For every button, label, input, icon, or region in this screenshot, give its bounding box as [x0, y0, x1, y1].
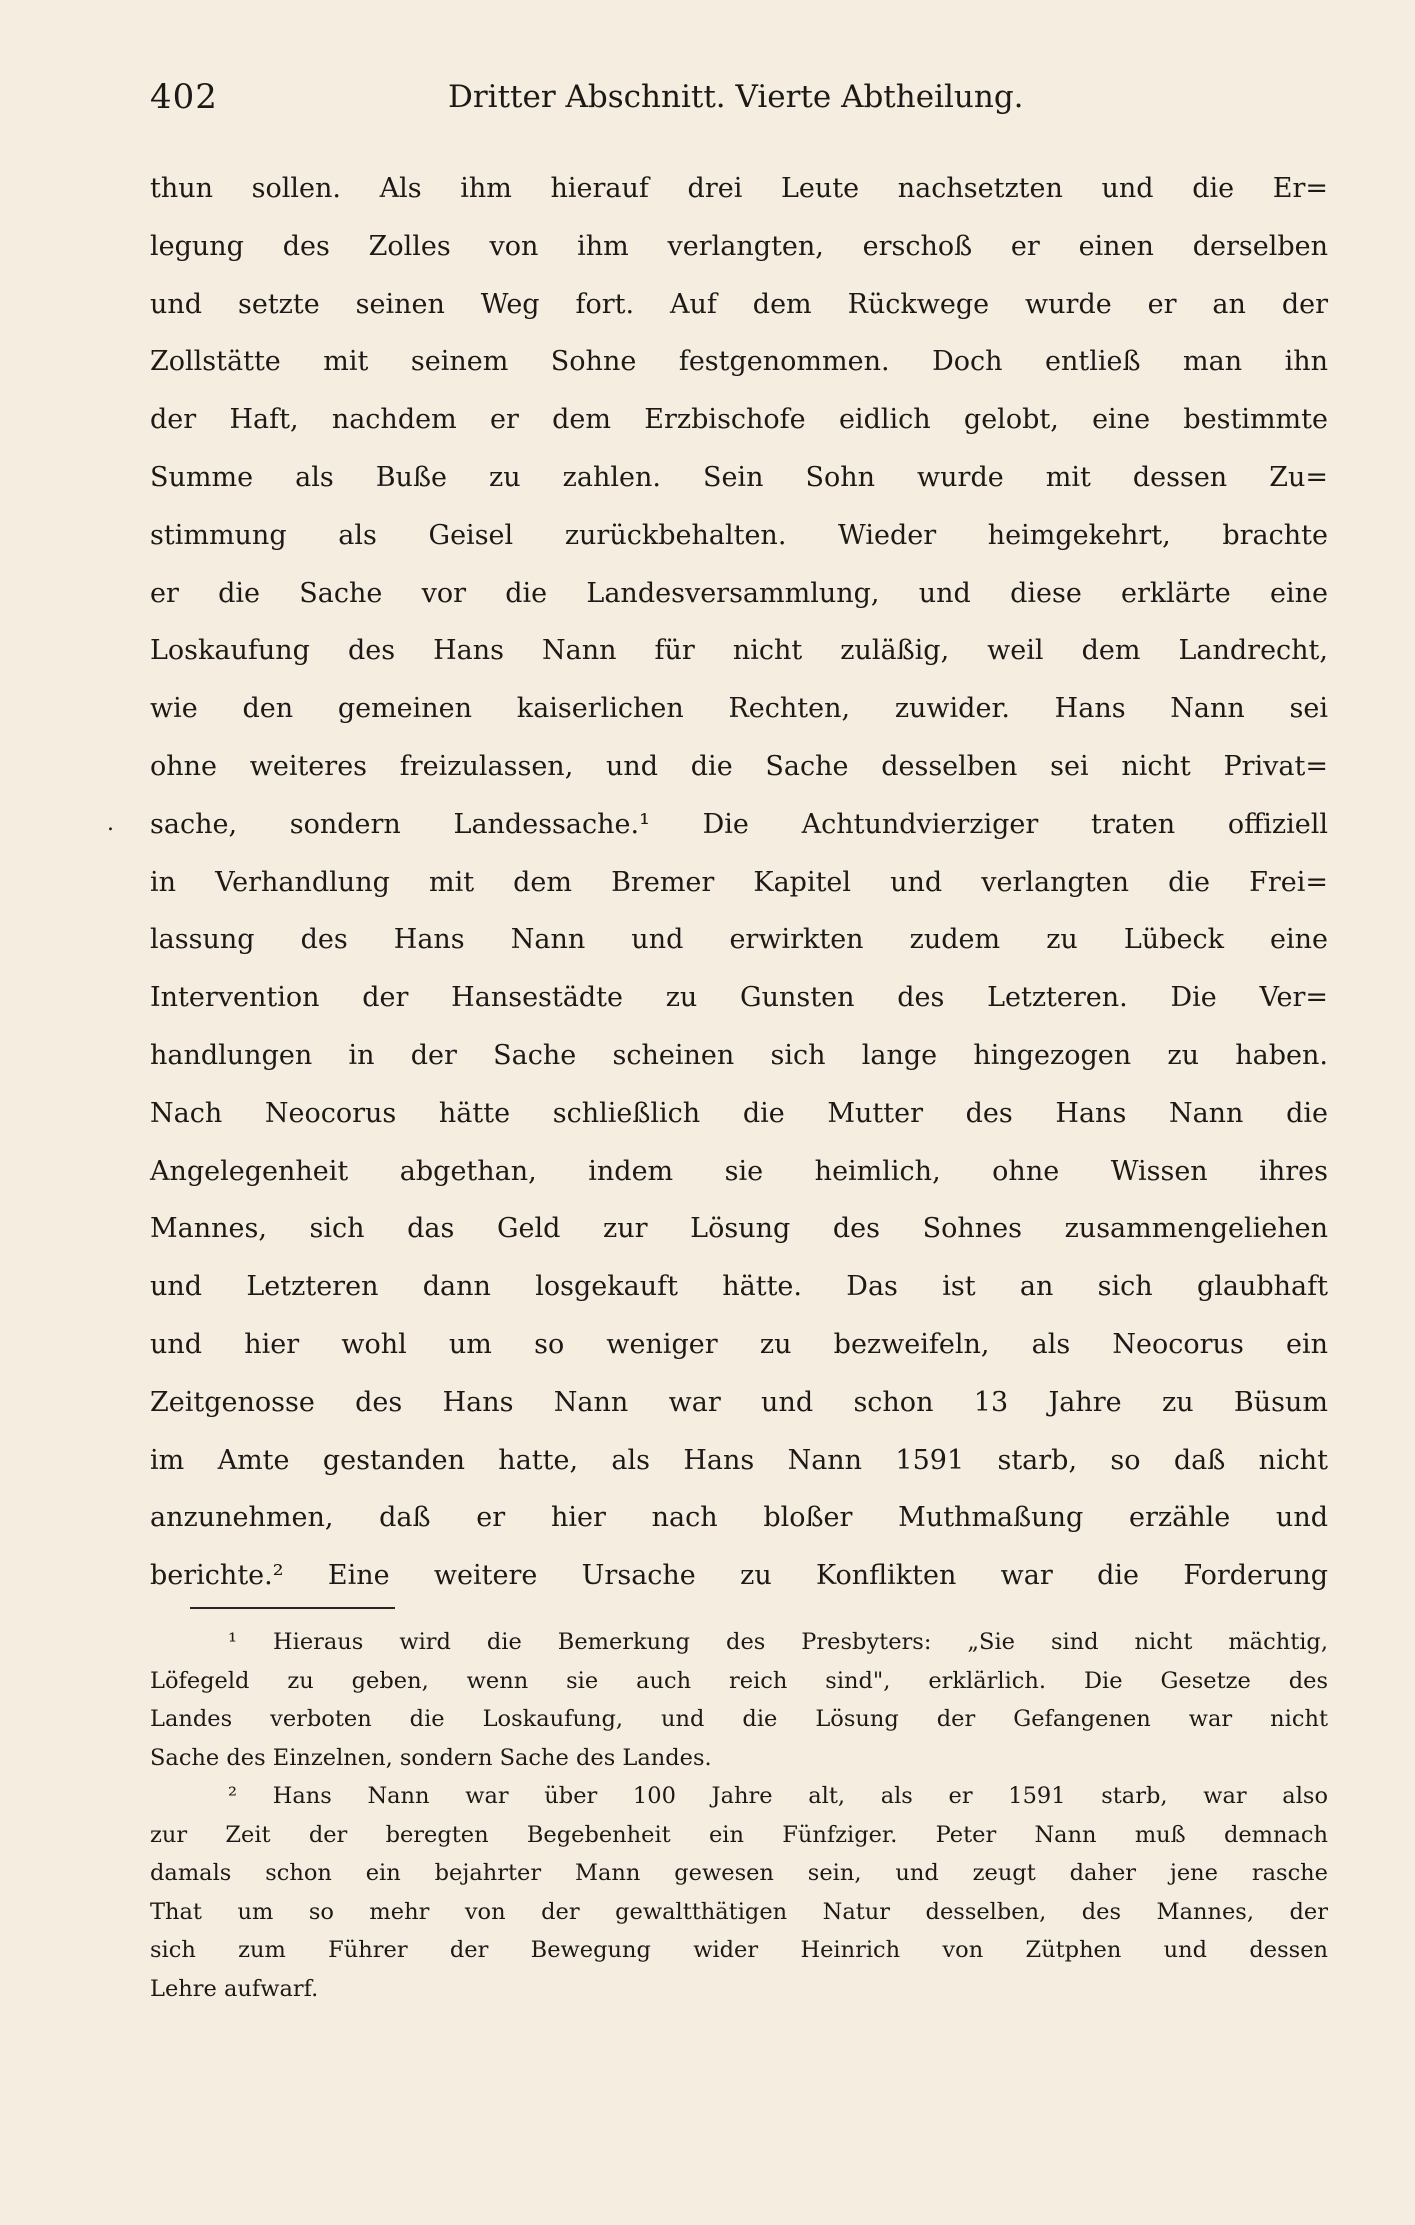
running-head: Dritter Abschnitt. Vierte Abtheilung. [448, 79, 1024, 115]
text-line: Zollstätte mit seinem Sohne festgenommen. Doch entließ man ihn [150, 346, 1328, 378]
text-line: Nach Neocorus hätte schließlich die Mutter des Hans Nann die [150, 1097, 1328, 1129]
footnote-line: sich zum Führer der Bewegung wider Heinrich von Zütphen und dessen [150, 1937, 1328, 1963]
page-number: 402 [150, 77, 218, 117]
text-line: und setzte seinen Weg fort. Auf dem Rückwege wurde er an der [150, 288, 1328, 320]
text-line: lassung des Hans Nann und erwirkten zudem zu Lübeck eine [150, 924, 1328, 956]
footnote-1 [150, 1623, 1328, 1777]
text-line: er die Sache vor die Landesversammlung, und diese erklärte eine [150, 577, 1328, 609]
footnotes [150, 1623, 1328, 2008]
text-line: und Letzteren dann losgekauft hätte. Das ist an sich glaubhaft [150, 1271, 1328, 1303]
footnote-line: ¹ Hieraus wird die Bemerkung des Presbyters: „Sie sind nicht mächtig, [228, 1629, 1328, 1655]
footnote-line: Löfegeld zu geben, wenn sie auch reich sind", erklärlich. Die Gesetze des [150, 1667, 1328, 1694]
text-line: ohne weiteres freizulassen, und die Sache desselben sei nicht Privat= [150, 750, 1328, 782]
footnote-line: zur Zeit der beregten Begebenheit ein Fünfziger. Peter Nann muß demnach [150, 1821, 1328, 1848]
text-line: Summe als Buße zu zahlen. Sein Sohn wurde mit dessen Zu= [150, 461, 1328, 493]
text-line: in Verhandlung mit dem Bremer Kapitel und verlangten die Frei= [150, 866, 1328, 898]
text-line: Angelegenheit abgethan, indem sie heimlich, ohne Wissen ihres [150, 1155, 1328, 1187]
text-line: wie den gemeinen kaiserlichen Rechten, zuwider. Hans Nann sei [150, 693, 1328, 725]
body-text [150, 160, 1328, 1605]
footnote-line: ² Hans Nann war über 100 Jahre alt, als er 1591 starb, war also [228, 1783, 1328, 1809]
text-line: Intervention der Hansestädte zu Gunsten des Letzteren. Die Ver= [150, 982, 1328, 1014]
text-line: Loskaufung des Hans Nann für nicht zuläßig, weil dem Landrecht, [150, 635, 1328, 667]
footnote-line: Sache des Einzelnen, sondern Sache des Landes. [150, 1744, 712, 1771]
text-line: sache, sondern Landessache.¹ Die Achtundvierziger traten offiziell [150, 808, 1328, 840]
footnote-rule [190, 1607, 395, 1609]
footnote-line: Landes verboten die Loskaufung, und die Lösung der Gefangenen war nicht [150, 1706, 1328, 1732]
footnote-line: Lehre aufwarf. [150, 1975, 319, 2002]
footnote-2 [150, 1777, 1328, 2008]
text-line: anzunehmen, daß er hier nach bloßer Muthmaßung erzähle und [150, 1502, 1328, 1534]
text-line: Zeitgenosse des Hans Nann war und schon 13 Jahre zu Büsum [150, 1386, 1328, 1418]
footnote-line: That um so mehr von der gewaltthätigen Natur desselben, des Mannes, der [150, 1898, 1328, 1925]
text-line: und hier wohl um so weniger zu bezweifeln, als Neocorus ein [150, 1328, 1328, 1360]
text-line: handlungen in der Sache scheinen sich lange hingezogen zu haben. [150, 1039, 1328, 1071]
footnote-line: damals schon ein bejahrter Mann gewesen sein, und zeugt daher jene rasche [150, 1860, 1328, 1886]
text-line: berichte.² Eine weitere Ursache zu Konflikten war die Forderung [150, 1560, 1328, 1592]
page-header [0, 72, 1415, 122]
text-line: im Amte gestanden hatte, als Hans Nann 1591 starb, so daß nicht [150, 1444, 1328, 1476]
text-line: stimmung als Geisel zurückbehalten. Wieder heimgekehrt, brachte [150, 519, 1328, 551]
text-line: thun sollen. Als ihm hierauf drei Leute nachsetzten und die Er= [150, 173, 1328, 204]
text-line: der Haft, nachdem er dem Erzbischofe eidlich gelobt, eine bestimmte [150, 404, 1328, 436]
text-line: Mannes, sich das Geld zur Lösung des Sohnes zusammengeliehen [150, 1213, 1328, 1245]
margin-mark: . [107, 811, 114, 836]
text-line: legung des Zolles von ihm verlangten, erschoß er einen derselben [150, 230, 1328, 262]
